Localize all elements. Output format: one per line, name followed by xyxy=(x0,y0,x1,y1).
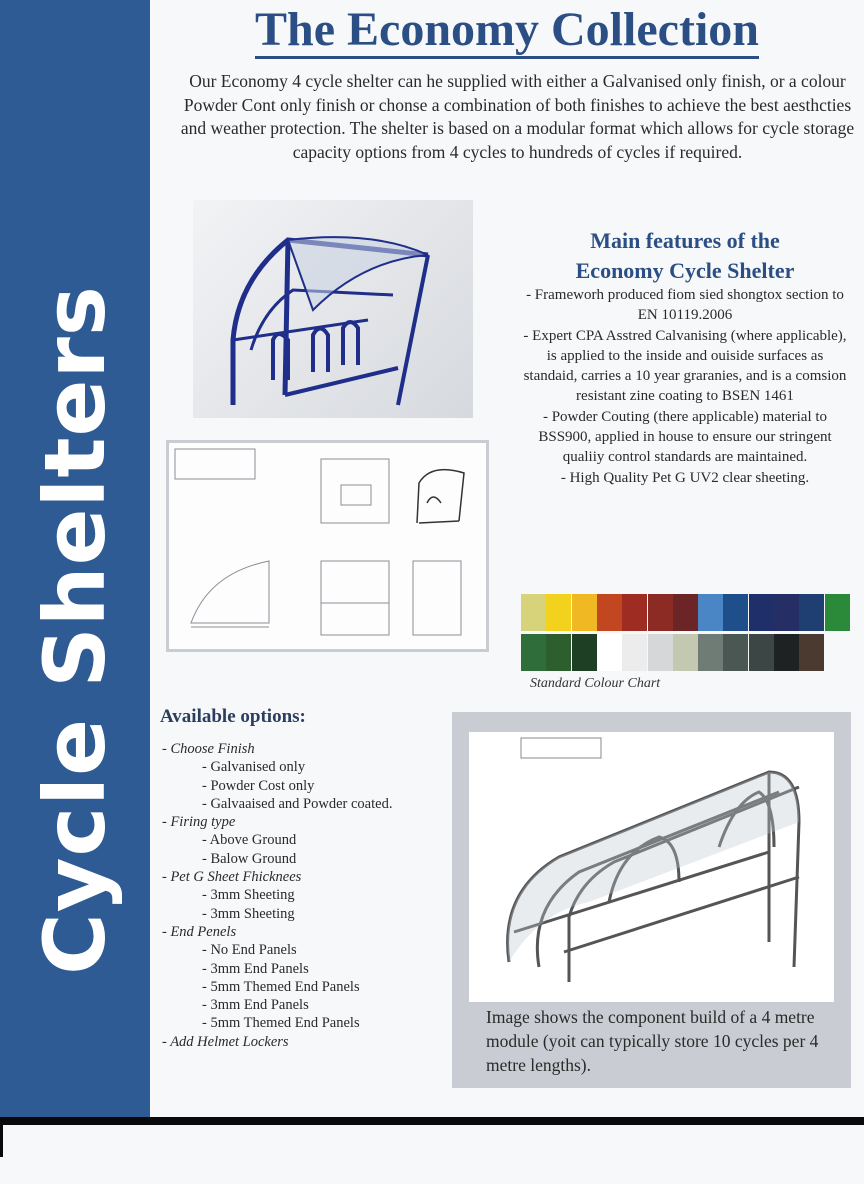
option-item: - Powder Cost only xyxy=(202,777,315,794)
component-build-drawing xyxy=(469,732,834,1002)
colour-swatch xyxy=(521,594,546,631)
component-build-caption: Image shows the component build of a 4 metre module (yoit can typically store 10 cycles per 4 metre lengths). xyxy=(486,1007,819,1075)
features-title-line2: Economy Cycle Shelter xyxy=(575,258,795,283)
bottom-border-tick xyxy=(0,1125,3,1157)
options-title: Available options: xyxy=(160,706,306,727)
option-group-label: - End Penels xyxy=(162,923,237,940)
colour-swatch xyxy=(622,594,647,631)
colour-swatch xyxy=(698,594,723,631)
vertical-title: Cycle Shelters xyxy=(26,285,124,975)
colour-swatch xyxy=(673,594,698,631)
colour-chart-caption: Standard Colour Chart xyxy=(530,676,661,691)
bottom-border xyxy=(0,1117,864,1125)
option-group-label: - Add Helmet Lockers xyxy=(162,1033,289,1050)
option-item: - Above Ground xyxy=(202,832,297,849)
colour-swatch xyxy=(749,594,774,631)
page-title-text: The Economy Collection xyxy=(255,3,759,59)
colour-swatch xyxy=(648,594,673,631)
option-item: - Galvanised only xyxy=(202,759,306,776)
feature-item: - High Quality Pet G UV2 clear sheeting. xyxy=(560,469,810,486)
technical-drawing-image xyxy=(166,440,489,652)
option-item: - 5mm Themed End Panels xyxy=(202,978,360,995)
option-item: - 3mm End Panels xyxy=(202,960,309,977)
colour-swatch xyxy=(825,594,850,631)
intro-paragraph: Our Economy 4 cycle shelter can he supplied with either a Galvanised only finish, or a colour Powder Cont only finish or chonse a combination of both finishes to achieve the best aesthcties and weather protection. The shelter is based on a modular format which allows for cycle storage capacity options from 4 cycles to hundreds of cycles if required. xyxy=(180,71,855,162)
option-group-label: - Firing type xyxy=(162,814,236,831)
features-title xyxy=(520,226,850,286)
colour-chart xyxy=(521,594,851,672)
component-build-illustration xyxy=(469,732,834,1002)
colour-swatch xyxy=(572,634,597,671)
option-item: - Balow Ground xyxy=(202,850,297,867)
colour-swatch xyxy=(597,634,622,671)
option-item: - 3mm End Panels xyxy=(202,997,309,1014)
colour-swatch xyxy=(572,594,597,631)
technical-drawing-illustration xyxy=(169,443,486,649)
colour-swatch xyxy=(673,634,698,671)
option-item: - 3mm Sheeting xyxy=(202,887,295,904)
colour-swatch xyxy=(546,594,571,631)
feature-item: - Powder Couting (there applicable) material to BSS900, applied in house to ensure our stringent qualiiy control standards are maintained. xyxy=(538,408,832,466)
option-group-label: - Choose Finish xyxy=(162,741,255,757)
colour-swatch xyxy=(723,594,748,631)
option-item: - 5mm Themed End Panels xyxy=(202,1015,360,1032)
option-item: - 3mm Sheeting xyxy=(202,905,295,922)
colour-swatch xyxy=(521,634,546,671)
features-list xyxy=(518,285,852,488)
colour-swatch xyxy=(622,634,647,671)
option-group-label: - Pet G Sheet Fhicknees xyxy=(162,869,302,886)
colour-swatch xyxy=(799,594,824,631)
colour-swatch xyxy=(723,634,748,671)
shelter-render-illustration xyxy=(193,200,473,418)
option-item: - Galvaaised and Powder coated. xyxy=(202,795,393,812)
colour-swatch xyxy=(648,634,673,671)
sidebar-panel xyxy=(0,0,150,1117)
page-title xyxy=(150,2,864,57)
colour-swatch xyxy=(597,594,622,631)
colour-swatch xyxy=(799,634,824,671)
feature-item: - Frameworh produced fiom sied shongtox section to EN 10119.2006 xyxy=(526,287,844,324)
colour-swatch xyxy=(774,634,799,671)
colour-swatch xyxy=(546,634,571,671)
option-item: - No End Panels xyxy=(202,942,297,959)
colour-swatch xyxy=(749,634,774,671)
features-title-line1: Main features of the xyxy=(590,228,780,253)
feature-item: - Expert CPA Asstred Calvanising (where applicable), is applied to the inside and ouiside surfaces as standaid, carries a 10 year graranies, and is a comsion resistant zine coating to BSEN 1461 xyxy=(523,327,847,405)
options-list xyxy=(162,740,452,1051)
colour-swatch xyxy=(774,594,799,631)
colour-swatch xyxy=(698,634,723,671)
shelter-render-image xyxy=(193,200,473,418)
